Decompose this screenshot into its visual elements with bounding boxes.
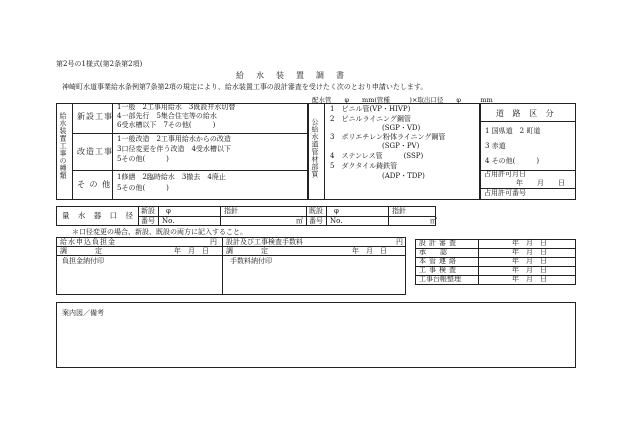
- work-type-new-line2: 4一部先行 5集合住宅等の給水: [117, 112, 217, 120]
- inspection-yen: 円: [396, 238, 403, 246]
- road-item-1: 1 国県道 2 町道: [485, 127, 541, 135]
- burden-label: 給水申込負担金: [60, 238, 116, 246]
- pipe-item-1: 1 ビニル管(VP・HIVP): [330, 105, 411, 113]
- work-type-new-line1: 1一般 2工事用給水 3既設井水切替: [117, 103, 236, 111]
- pipe-header: 配水管 φ mm(管種 )×取出口径 φ mm: [312, 96, 493, 104]
- review-label-3: 本管連絡: [419, 257, 459, 265]
- meter-new-shishin: 指針: [224, 207, 238, 215]
- memo-box: [56, 302, 576, 368]
- review-date-4: 年 月 日: [512, 266, 547, 274]
- meter-existing-number-label: 番号: [309, 217, 323, 225]
- review-date-3: 年 月 日: [512, 257, 547, 265]
- inspection-date: 年 月 日: [352, 247, 387, 255]
- work-type-remodel-line3: 5その他( ): [117, 155, 169, 163]
- meter-existing-phi: φ: [334, 207, 339, 215]
- burden-yen: 円: [210, 238, 217, 246]
- review-label-4: 工事検査: [419, 266, 459, 274]
- pipe-material-heading: 公給水道管材部質: [311, 118, 319, 178]
- pipe-item-2-sub: (SGP・VD): [382, 124, 421, 132]
- work-type-other-label: そ の 他: [77, 180, 112, 189]
- meter-existing-cubic: ㎥: [430, 217, 437, 225]
- burden-chotei: 調 定: [60, 247, 102, 255]
- road-item-3: 4 その他( ): [485, 157, 540, 165]
- work-type-remodel-line1: 1一般改造 2工事用給水からの改造: [117, 135, 231, 143]
- meter-new-number-label: 番号: [141, 217, 155, 225]
- review-label-2: 承 認: [419, 248, 447, 256]
- pipe-item-5: 5 ダクタイル鋳鉄管: [330, 162, 398, 170]
- meter-existing-label: 既設: [309, 207, 323, 215]
- review-label-5: 工事台帳整理: [419, 275, 461, 283]
- work-type-heading: 給水装置工事の種類: [59, 112, 67, 180]
- meter-new-no: No.: [162, 217, 175, 225]
- meter-existing-shishin: 指針: [392, 207, 406, 215]
- meter-new-cubic: ㎥: [296, 217, 303, 225]
- work-type-new-line3: 6受水槽以下 7その他( ): [117, 121, 216, 129]
- pipe-item-5-sub: (ADP・TDP): [382, 172, 425, 180]
- pipe-item-3: 3 ポリエチレン粉体ライニング鋼管: [330, 133, 446, 141]
- meter-existing-no: No.: [330, 217, 343, 225]
- inspection-chotei: 調 定: [226, 247, 268, 255]
- work-type-remodel-line2: 3口径変更を伴う改造 4受水槽以下: [117, 145, 231, 153]
- pipe-item-2: 2 ビニルライニング鋼管: [330, 115, 411, 123]
- review-label-1: 設計審査: [419, 239, 459, 247]
- fee-stamp-label: 手数料納付印: [230, 257, 272, 265]
- meter-new-label: 新設: [141, 207, 155, 215]
- pipe-item-3-sub: (SGP・PV): [382, 142, 420, 150]
- review-date-1: 年 月 日: [512, 239, 547, 247]
- burden-date: 年 月 日: [174, 247, 209, 255]
- road-item-2: 3 赤道: [485, 142, 506, 150]
- permit-number-label: 占用許可番号: [484, 189, 526, 197]
- road-heading: 道 路 区 分: [496, 109, 557, 118]
- memo-label: 案内図／備考: [62, 309, 104, 317]
- review-date-2: 年 月 日: [512, 248, 547, 256]
- pipe-item-4: 4 ステンレス管 (SSP): [330, 152, 424, 160]
- meter-label: 量 水 器 口 径: [62, 211, 137, 220]
- work-type-remodel-label: 改造工事: [77, 147, 113, 156]
- meter-note: ＊口径変更の場合、新設、既設の両方に記入すること。: [72, 228, 247, 236]
- burden-stamp-label: 負担金納付印: [62, 257, 104, 265]
- meter-new-phi: φ: [166, 207, 171, 215]
- work-type-other-line1: 1修繕 2臨時給水 3撤去 4廃止: [117, 173, 226, 181]
- permit-date-value: 年 月 日: [516, 179, 565, 187]
- work-type-new-label: 新設工事: [77, 112, 113, 121]
- work-type-other-line2: 5その他( ): [117, 184, 169, 192]
- inspection-fee-label: 設計及び工事検査手数料: [226, 238, 303, 246]
- form-number: 第2号の1様式(第2条第2項): [56, 60, 143, 68]
- page-title: 給 水 装 置 調 書: [236, 71, 346, 80]
- permit-date-label: 占用許可月日: [484, 170, 526, 178]
- review-date-5: 年 月 日: [512, 275, 547, 283]
- intro-text: 神崎町水道事業給水条例第7条第2項の規定により、給水装置工事の設計審査を受けたく次のとおり申請いたします。: [62, 83, 428, 91]
